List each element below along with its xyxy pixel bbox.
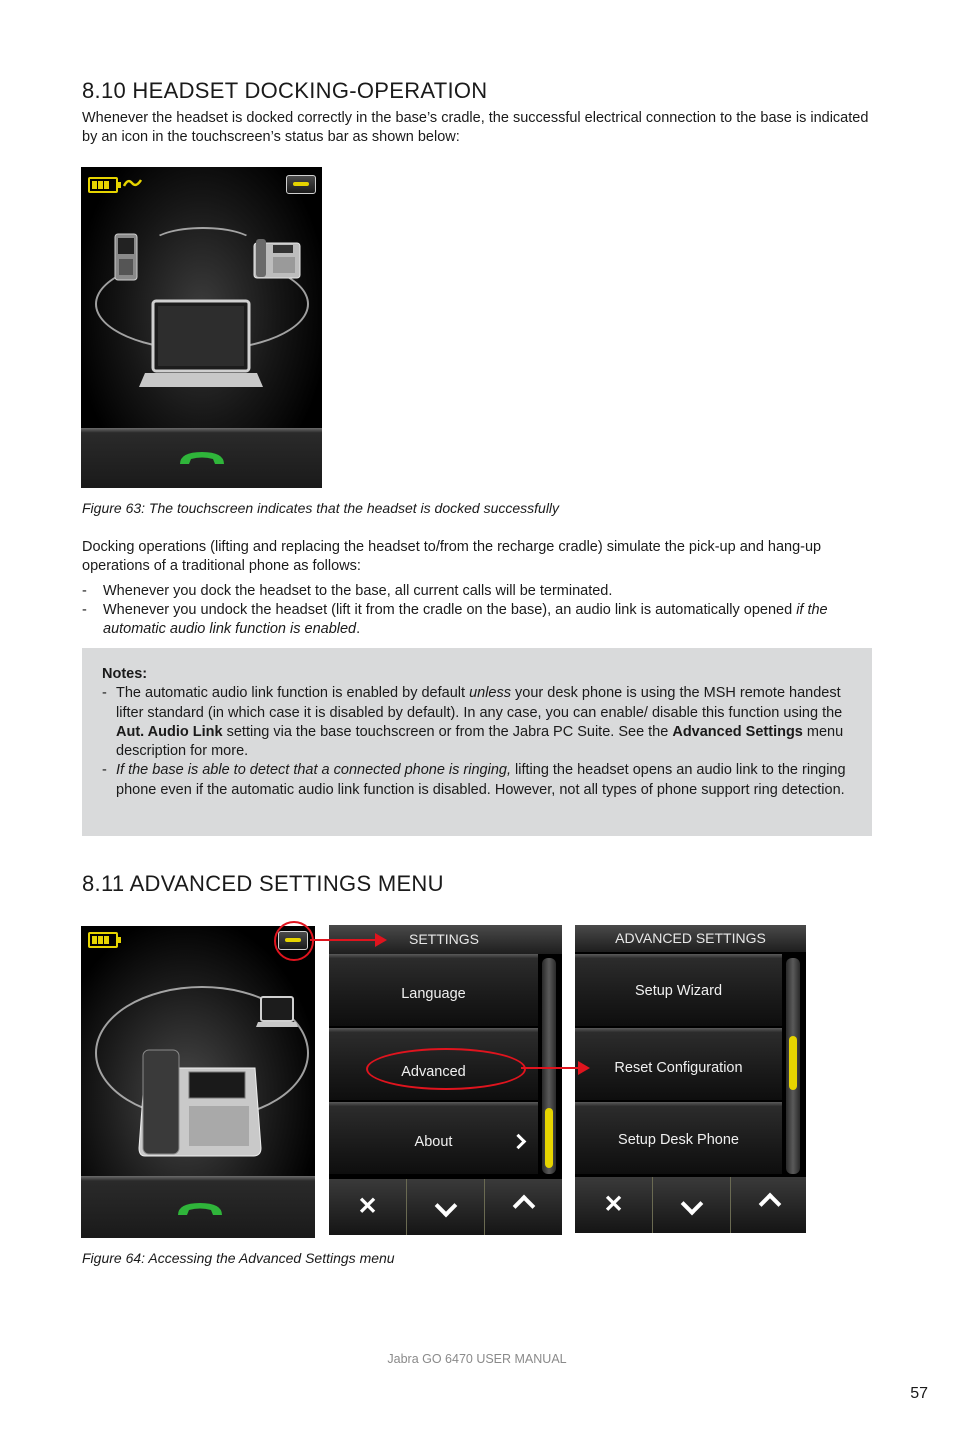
bullet-dash: - — [82, 583, 87, 599]
note1-part: menu description for more. — [116, 723, 844, 760]
settings-key-icon[interactable] — [286, 175, 316, 194]
menu-item-label: Advanced — [401, 1064, 466, 1080]
note2-part: lifting the headset opens an audio link to the ringing phone even if the automatic audio link function is disabled. However, not all types of phone support ring detection. — [116, 762, 846, 798]
menu-button-bar — [329, 1179, 562, 1235]
note-dash: - — [102, 685, 107, 702]
note-item-2 — [102, 761, 847, 800]
menu-item-label: Reset Configuration — [614, 1060, 743, 1076]
chevron-up-icon[interactable] — [731, 1177, 806, 1233]
top-arc — [151, 227, 255, 261]
hangup-phone-icon[interactable] — [175, 1200, 225, 1220]
close-icon[interactable]: ✕ — [575, 1177, 653, 1233]
bullet-dock — [82, 582, 872, 601]
chevron-down-icon[interactable] — [407, 1179, 485, 1235]
laptop-icon — [256, 996, 298, 1028]
note1-part: setting via the base touchscreen or from the Jabra PC Suite. See the — [222, 723, 673, 740]
advanced-settings-screen — [575, 925, 806, 1233]
close-icon[interactable]: ✕ — [329, 1179, 407, 1235]
scrollbar[interactable] — [786, 958, 800, 1174]
menu-item-label: Setup Desk Phone — [618, 1132, 739, 1148]
page-number: 57 — [910, 1385, 928, 1402]
bullet-undock-text: Whenever you undock the headset (lift it from the cradle on the base), an audio link is automatically opened — [103, 602, 797, 618]
note2-condition: If the base is able to detect that a connected phone is ringing, — [116, 762, 511, 779]
bullet-dash: - — [82, 602, 87, 618]
desk-phone-icon — [137, 1048, 263, 1158]
note1-advanced-settings: Advanced Settings — [672, 723, 803, 740]
scroll-thumb[interactable] — [789, 1036, 797, 1090]
menu-item-about[interactable] — [329, 1102, 538, 1174]
note1-aut-audio-link: Aut. Audio Link — [116, 723, 223, 740]
note1-part: your desk phone is using the MSH remote handest lifter standard (in which case it is disabled by default). In any case, you can enable/ disable this function using the — [116, 685, 843, 721]
menu-item-label: About — [414, 1134, 453, 1150]
figure64-caption: Figure 64: Accessing the Advanced Settings menu — [82, 1250, 395, 1266]
laptop-icon — [139, 299, 263, 389]
menu-button-bar — [575, 1177, 806, 1233]
desk-phone-icon — [253, 237, 301, 279]
bullet-undock — [82, 601, 872, 641]
note1-part: The automatic audio link function is enabled by default — [116, 685, 470, 702]
menu-item-reset-configuration[interactable] — [575, 1028, 782, 1100]
intro-paragraph: Whenever the headset is docked correctly in the base’s cradle, the successful electrical connection to the base is indicated by an icon in the touchscreen’s status bar as shown below: — [82, 110, 869, 145]
chevron-up-icon[interactable] — [485, 1179, 562, 1235]
docking-paragraph: Docking operations (lifting and replacing the headset to/from the recharge cradle) simulate the pick-up and hang-up operations of a traditional phone as follows: — [82, 539, 822, 574]
hangup-phone-icon[interactable] — [177, 449, 227, 469]
section-heading: 8.10 HEADSET DOCKING-OPERATION — [82, 78, 488, 103]
footer-manual-title: Jabra GO 6470 USER MANUAL — [387, 1352, 567, 1366]
settings-menu-title: SETTINGS — [329, 925, 562, 954]
highlight-ring-settings-key — [274, 921, 314, 961]
arrow-head — [578, 1061, 590, 1075]
menu-item-label: Language — [401, 986, 466, 1002]
arrow-head — [375, 933, 387, 947]
arrow-line — [310, 939, 376, 941]
menu-item-label: Setup Wizard — [634, 983, 723, 999]
battery-icon — [88, 177, 118, 193]
docked-screen-figure — [81, 167, 322, 488]
figure63-caption: Figure 63: The touchscreen indicates that the headset is docked successfully — [82, 500, 560, 516]
advanced-menu-title: ADVANCED SETTINGS — [575, 925, 806, 952]
bullet-undock-end: . — [356, 621, 361, 637]
scrollbar[interactable] — [542, 958, 556, 1174]
scroll-thumb[interactable] — [545, 1108, 553, 1168]
docked-icon — [123, 176, 143, 190]
bullet-undock-condition: if the automatic audio link function is enabled — [103, 602, 828, 637]
menu-item-setup-desk-phone[interactable] — [575, 1102, 782, 1174]
menu-item-language[interactable] — [329, 954, 538, 1026]
highlight-ring-advanced — [366, 1048, 526, 1090]
chevron-down-icon[interactable] — [653, 1177, 731, 1233]
battery-icon — [88, 932, 118, 948]
menu-item-setup-wizard[interactable] — [575, 954, 782, 1026]
arrow-line — [521, 1067, 579, 1069]
bullet-dock-text: Whenever you dock the headset to the base, all current calls will be terminated. — [103, 583, 613, 599]
note-dash: - — [102, 762, 107, 779]
notes-title: Notes: — [102, 666, 148, 682]
mobile-phone-icon — [114, 233, 138, 281]
note-item-1 — [102, 684, 847, 761]
note1-unless: unless — [469, 685, 511, 702]
notes-box — [82, 648, 872, 836]
section-heading-advanced: 8.11 ADVANCED SETTINGS MENU — [82, 871, 444, 896]
home-screen-figure — [81, 926, 315, 1238]
